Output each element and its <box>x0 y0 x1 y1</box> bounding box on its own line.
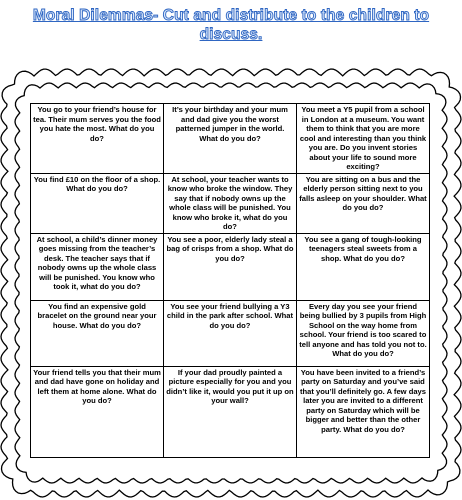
dilemma-card: You see a poor, elderly lady steal a bag of crisps from a shop. What do you do? <box>164 233 297 300</box>
dilemma-grid <box>30 103 430 458</box>
grid-row <box>31 173 430 233</box>
dilemma-card: Your friend tells you that their mum and dad have gone on holiday and left them at home alone. What do you do? <box>31 366 164 457</box>
dilemma-card: You see your friend bullying a Y3 child in the park after school. What do you do? <box>164 300 297 366</box>
grid-row <box>31 366 430 457</box>
dilemma-card: You find an expensive gold bracelet on the ground near your house. What do you do? <box>31 300 164 366</box>
grid-row <box>31 233 430 300</box>
dilemma-card: At school, a child’s dinner money goes missing from the teacher’s desk. The teacher says that if nobody owns up the whole class will be punished. You know who took it, what do you do? <box>31 233 164 300</box>
page-title-line-2: discuss. <box>199 26 263 43</box>
grid-row <box>31 300 430 366</box>
dilemma-card: You have been invited to a friend’s party on Saturday and you’ve said that you’ll definitely go. A few days later you are invited to a different party on Saturday which will be bigger and better than the other party. What do you do? <box>297 366 430 457</box>
dilemma-card: If your dad proudly painted a picture especially for you and you didn’t like it, would you put it up on your wall? <box>164 366 297 457</box>
dilemma-card: You are sitting on a bus and the elderly person sitting next to you falls asleep on your shoulder. What do you do? <box>297 173 430 233</box>
dilemma-card: You see a gang of tough-looking teenagers steal sweets from a shop. What do you do? <box>297 233 430 300</box>
grid-row <box>31 104 430 174</box>
dilemma-card: Every day you see your friend being bullied by 3 pupils from High School on the way home from school. Your friend is too scared to tell anyone and has told you not to. What do you do? <box>297 300 430 366</box>
dilemma-card: It’s your birthday and your mum and dad give you the worst patterned jumper in the world. What do you do? <box>164 104 297 174</box>
dilemma-card: You meet a Y5 pupil from a school in London at a museum. You want them to think that you are more cool and interesting than you think you are. Do you invent stories about your life to sound more exciting? <box>297 104 430 174</box>
dilemma-card: At school, your teacher wants to know who broke the window. They say that if nobody owns up the whole class will be punished. You know who broke it, what do you do? <box>164 173 297 233</box>
page-title-line-1: Moral Dilemmas- Cut and distribute to the children to <box>32 7 430 24</box>
dilemma-card: You find £10 on the floor of a shop. What do you do? <box>31 173 164 233</box>
dilemma-card: You go to your friend’s house for tea. Their mum serves you the food you hate the most. What do you do? <box>31 104 164 174</box>
